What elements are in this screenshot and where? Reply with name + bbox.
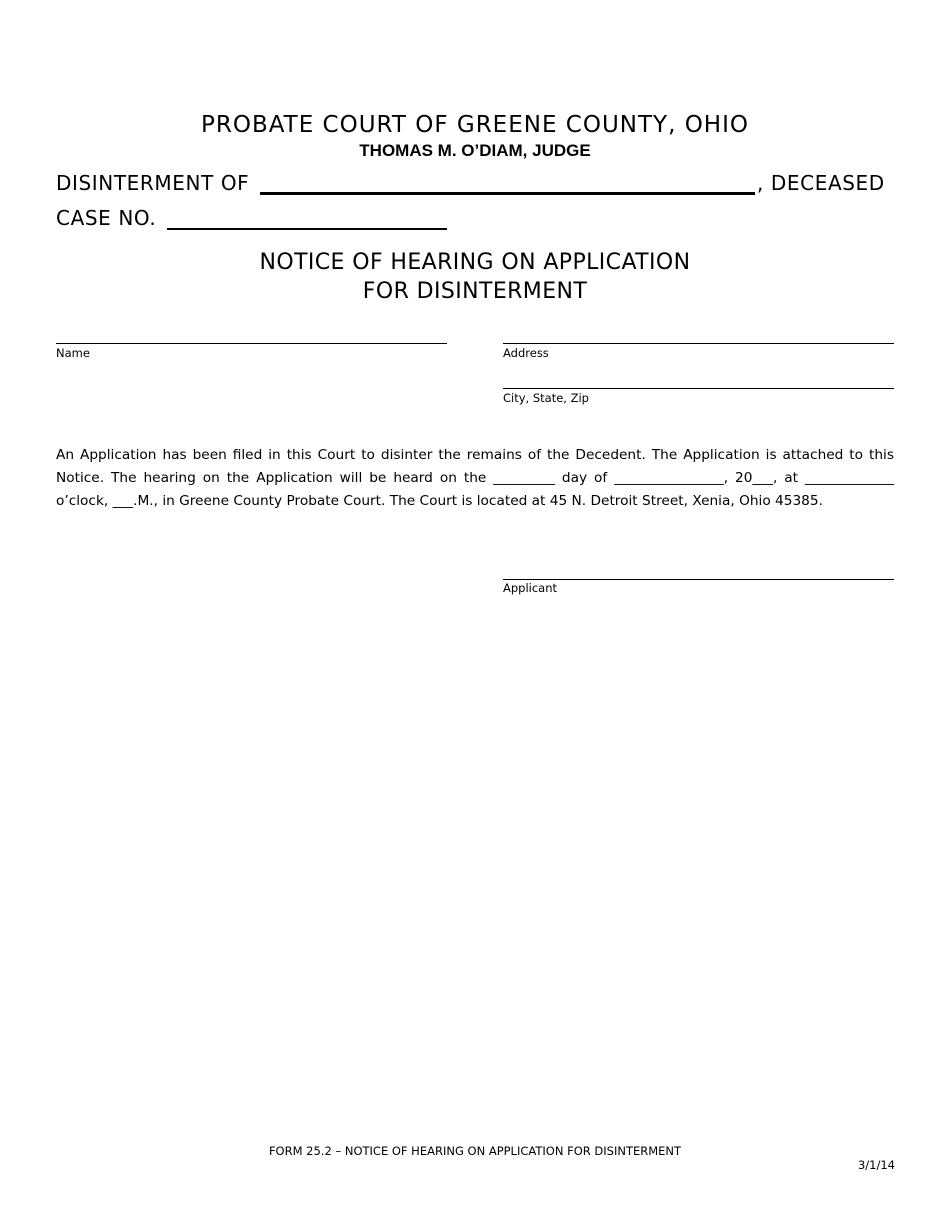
footer-form-name: FORM 25.2 – NOTICE OF HEARING ON APPLICATION FOR DISINTERMENT xyxy=(268,1144,682,1158)
judge-name: THOMAS M. O’DIAM, JUDGE xyxy=(359,141,591,160)
case-number-field[interactable] xyxy=(167,228,447,230)
notice-title-line-2: FOR DISINTERMENT xyxy=(362,279,588,304)
court-title: PROBATE COURT OF GREENE COUNTY, OHIO xyxy=(200,112,749,138)
notice-body: An Application has been filed in this Court to disinter the remains of the Decedent. The Application is attached to this Notice. The hearing on the Application will be heard on the _________ day of ________________, 20___, at _____________ o’clock, ___.M., in Greene County Probate Court. The Court is located at 45 N. Detroit Street, Xenia, Ohio 45385. xyxy=(56,447,894,509)
case-number-label: CASE NO. xyxy=(56,206,157,230)
city-state-zip-label: City, State, Zip xyxy=(503,391,589,405)
disinterment-of-field[interactable] xyxy=(260,192,755,195)
notice-title-line-1: NOTICE OF HEARING ON APPLICATION xyxy=(259,250,691,275)
applicant-label: Applicant xyxy=(503,581,558,595)
footer-revision-date: 3/1/14 xyxy=(857,1158,895,1172)
name-field[interactable] xyxy=(56,343,447,344)
city-state-zip-field[interactable] xyxy=(503,388,894,389)
address-label: Address xyxy=(503,346,549,360)
name-label: Name xyxy=(56,346,90,360)
applicant-signature-field[interactable] xyxy=(503,579,894,580)
deceased-label: , DECEASED xyxy=(757,171,885,195)
notice-title xyxy=(0,248,950,306)
disinterment-label: DISINTERMENT OF xyxy=(56,171,250,195)
address-field[interactable] xyxy=(503,343,894,344)
